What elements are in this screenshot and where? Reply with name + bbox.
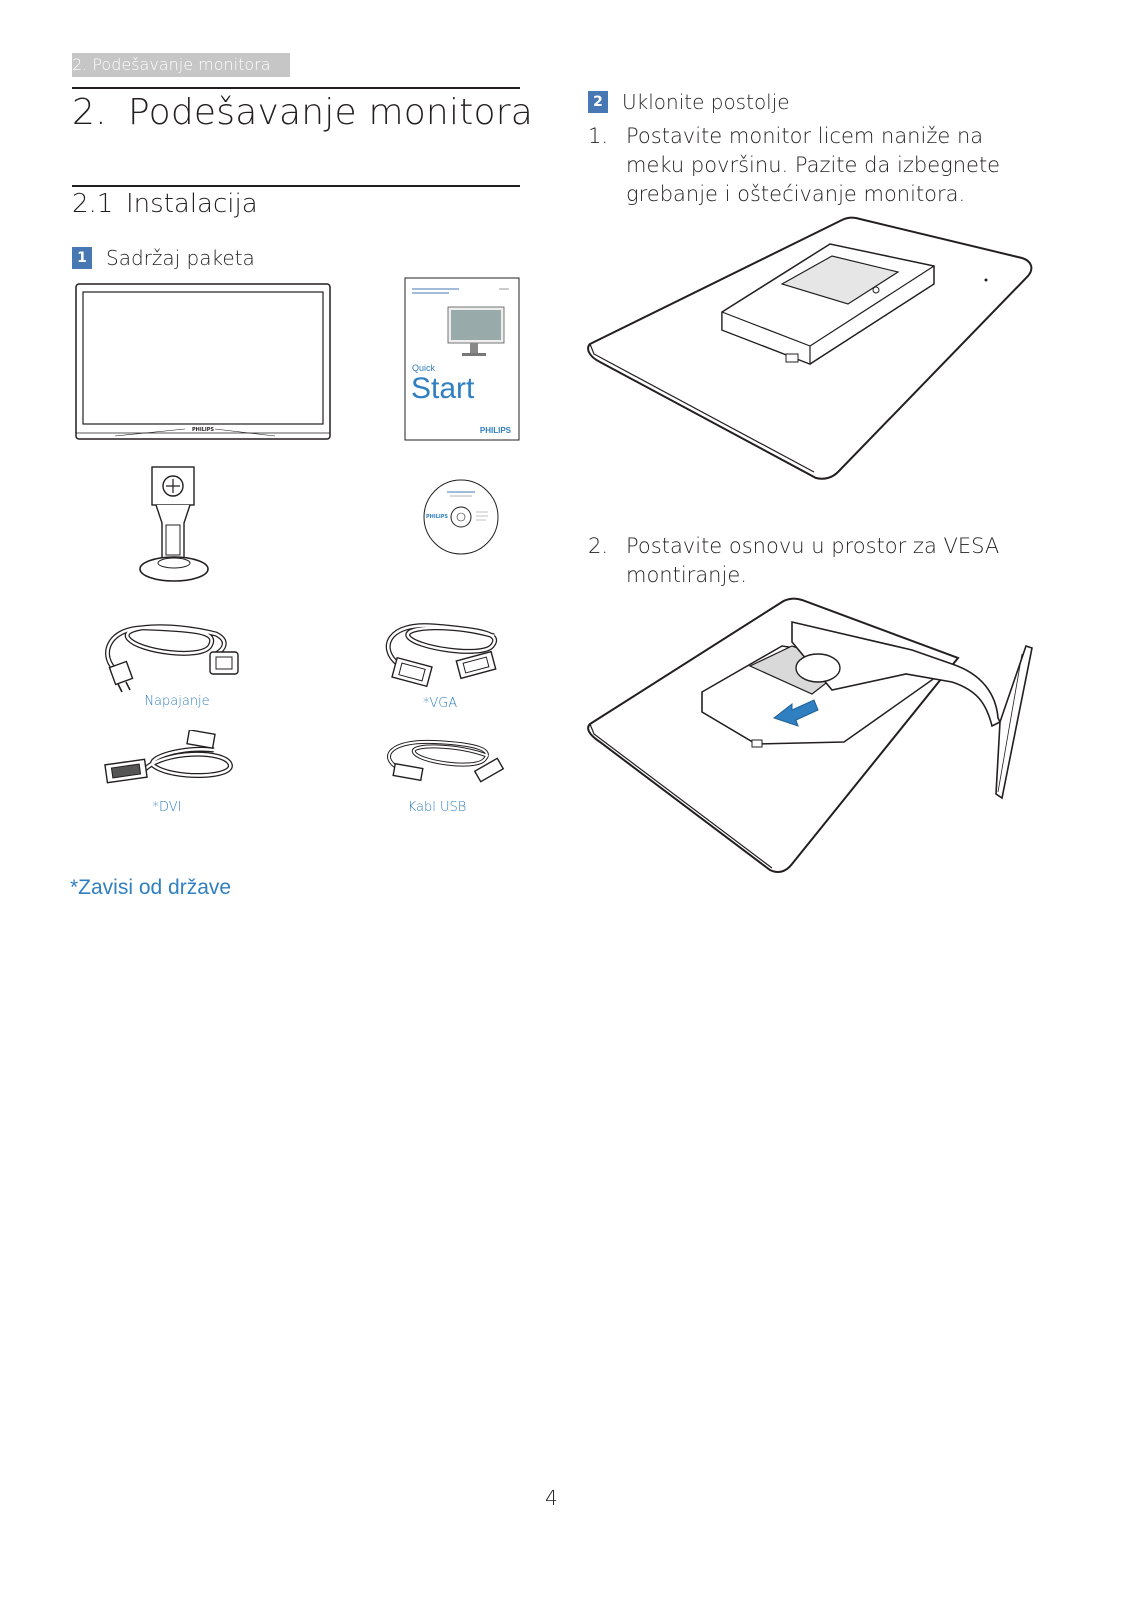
quick-start-start-text: Start <box>411 372 475 405</box>
step1-title: Sadržaj paketa <box>106 245 255 270</box>
usb-cable-illustration <box>378 736 506 792</box>
stand-illustration <box>136 463 212 585</box>
usb-caption: Kabl USB <box>407 800 467 815</box>
monitor-facedown-illustration <box>586 214 1034 484</box>
chapter-rule <box>72 87 520 89</box>
step2-item-2-number: 2. <box>588 534 609 558</box>
chapter-title: Podešavanje monitora <box>128 92 533 133</box>
dvi-cable-illustration <box>104 730 238 788</box>
step2-item-2-text: Postavite osnovu u prostor za VESA montiranje. <box>626 534 1000 587</box>
country-note: *Zavisi od države <box>70 876 232 899</box>
step2-item-2 <box>588 532 1028 590</box>
step2-badge: 2 <box>588 91 608 113</box>
power-cable-illustration <box>98 618 244 694</box>
quick-start-brand-text: PHILIPS <box>479 426 511 435</box>
cd-brand-text: PHILIPS <box>426 514 449 520</box>
cd-illustration <box>422 478 500 556</box>
step2-heading <box>588 88 790 114</box>
step2-item-1-text: Postavite monitor licem naniže na meku površinu. Pazite da izbegnete grebanje i oštećivanje monitora. <box>626 124 1001 206</box>
running-header <box>72 53 290 77</box>
step2-item-1-number: 1. <box>588 124 609 148</box>
chapter-number: 2. <box>72 92 107 133</box>
power-caption: Napajanje <box>144 694 210 709</box>
step2-item-1 <box>588 122 1028 209</box>
monitor-brand-text: PHILIPS <box>191 427 215 433</box>
section-number: 2.1 <box>72 189 114 219</box>
page-number: 4 <box>545 1486 558 1510</box>
step1-heading <box>72 244 255 270</box>
base-attach-illustration <box>586 594 1034 876</box>
chapter-heading <box>72 92 533 133</box>
section-title: Instalacija <box>126 189 258 219</box>
vga-caption: *VGA <box>422 696 458 711</box>
dvi-caption: *DVI <box>152 800 182 815</box>
section-rule <box>72 185 520 187</box>
vga-cable-illustration <box>374 618 508 694</box>
monitor-illustration <box>75 283 331 441</box>
step2-title: Uklonite postolje <box>622 89 790 114</box>
quick-start-quick-text: Quick <box>412 363 436 373</box>
step1-badge: 1 <box>72 247 92 269</box>
quick-start-booklet <box>404 277 520 441</box>
running-header-label: 2. Podešavanje monitora <box>72 55 271 74</box>
section-heading <box>72 189 258 219</box>
